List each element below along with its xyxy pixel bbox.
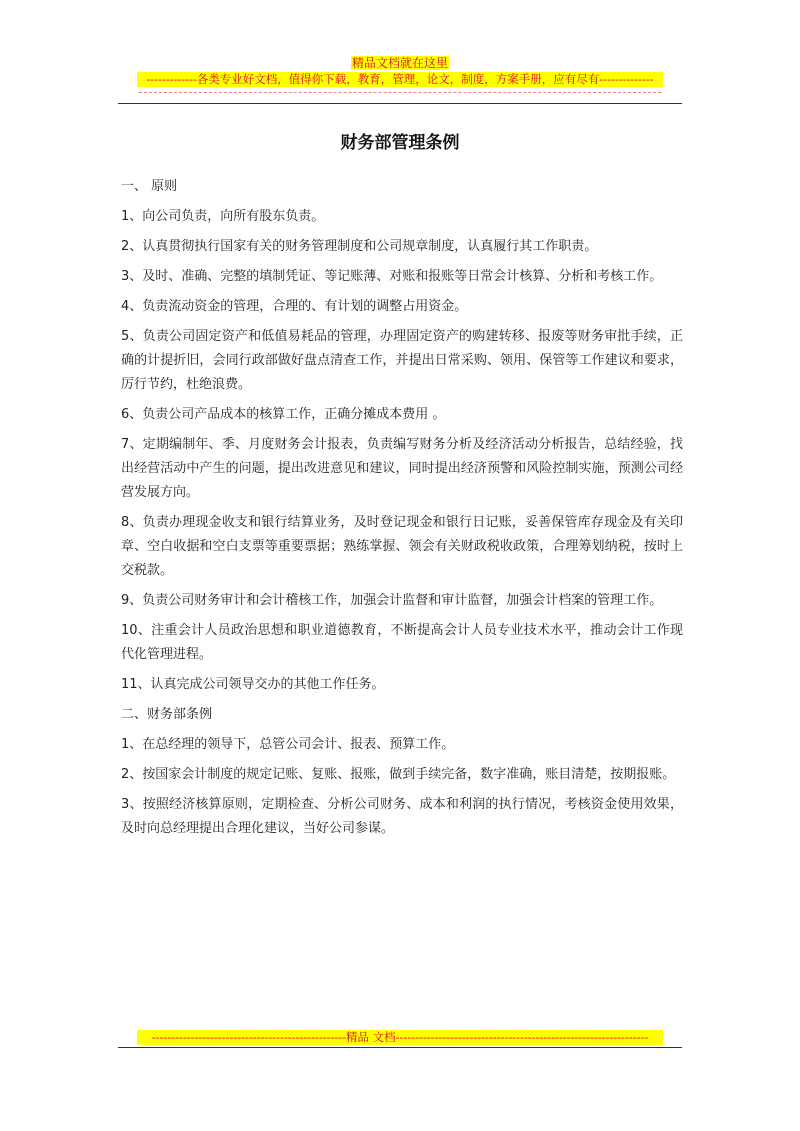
paragraph: 8、负责办理现金收支和银行结算业务，及时登记现金和银行日记账，妥善保管库存现金及有关印章、空白收据和空白支票等重要票据；熟练掌握、领会有关财政税收政策，合理筹划纳税，按时上交税款。 bbox=[121, 515, 683, 578]
paragraph: 1、向公司负责，向所有股东负责。 bbox=[121, 209, 325, 224]
paragraph: 11、认真完成公司领导交办的其他工作任务。 bbox=[121, 677, 385, 692]
paragraph: 10、注重会计人员政治思想和职业道德教育，不断提高会计人员专业技术水平，推动会计工作现代化管理进程。 bbox=[121, 623, 683, 662]
footer-rule bbox=[118, 1047, 682, 1048]
paragraph: 4、负责流动资金的管理，合理的、有计划的调整占用资金。 bbox=[121, 299, 468, 314]
paragraph: 7、定期编制年、季、月度财务会计报表，负责编写财务分析及经济活动分析报告，总结经验，找出经营活动中产生的问题，提出改进意见和建议，同时提出经济预警和风险控制实施，预测公司经营发展方向。 bbox=[121, 437, 683, 500]
paragraph: 1、在总经理的领导下，总管公司会计、报表、预算工作。 bbox=[121, 737, 455, 752]
document-title: 财务部管理条例 bbox=[340, 133, 460, 153]
paragraph: 2、认真贯彻执行国家有关的财务管理制度和公司规章制度，认真履行其工作职责。 bbox=[121, 239, 598, 254]
paragraph: 9、负责公司财务审计和会计稽核工作，加强会计监督和审计监督，加强会计档案的管理工作。 bbox=[121, 593, 663, 608]
header-dashed-divider bbox=[139, 92, 661, 93]
footer-banner: --------------------------------------------------精品 文档----------------------------------------------------------------- bbox=[137, 1030, 663, 1045]
paragraph: 6、负责公司产品成本的核算工作，正确分摊成本费用 。 bbox=[121, 407, 446, 422]
document-body bbox=[121, 175, 683, 847]
header-slogan-text: 精品文档就在这里 bbox=[351, 56, 448, 70]
paragraph: 3、按照经济核算原则，定期检查、分析公司财务、成本和利润的执行情况，考核资金使用效果，及时向总经理提出合理化建议，当好公司参谋。 bbox=[121, 797, 683, 836]
paragraph: 2、按国家会计制度的规定记账、复账、报账，做到手续完备，数字准确，账目清楚，按期报账。 bbox=[121, 767, 676, 782]
section-heading: 二、财务部条例 bbox=[121, 707, 213, 722]
paragraph: 3、及时、准确、完整的填制凭证、等记账薄、对账和报账等日常会计核算、分析和考核工作。 bbox=[121, 269, 663, 284]
header-banner: -------------各类专业好文档，值得你下载，教育，管理，论文，制度，方案手册，应有尽有-------------- bbox=[137, 72, 663, 87]
section-heading: 一、 原则 bbox=[121, 179, 178, 194]
header-slogan bbox=[0, 56, 800, 70]
header-rule bbox=[118, 103, 682, 104]
paragraph: 5、负责公司固定资产和低值易耗品的管理，办理固定资产的购建转移、报废等财务审批手续，正确的计提折旧，会同行政部做好盘点清查工作，并提出日常采购、领用、保管等工作建议和要求，厉行节约，杜绝浪费。 bbox=[121, 329, 683, 392]
